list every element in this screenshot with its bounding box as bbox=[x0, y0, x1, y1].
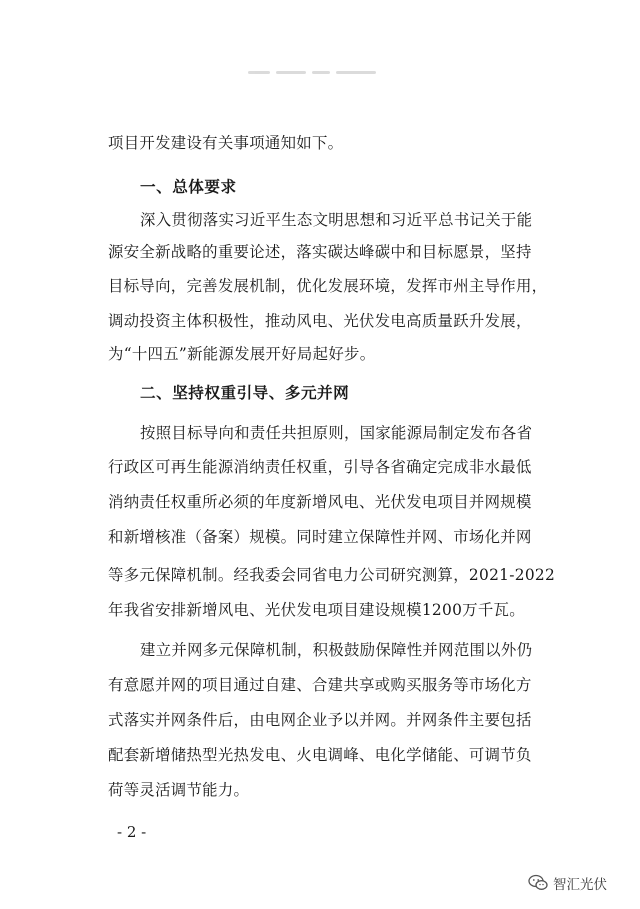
paragraph-line: 调动投资主体积极性，推动风电、光伏发电高质量跃升发展， bbox=[108, 312, 532, 330]
page-number: - 2 - bbox=[117, 823, 147, 841]
paragraph-line: 项目开发建设有关事项通知如下。 bbox=[108, 134, 344, 152]
paragraph-line: 行政区可再生能源消纳责任权重，引导各省确定完成非水最低 bbox=[108, 458, 532, 476]
paragraph-line: 有意愿并网的项目通过自建、合建共享或购买服务等市场化方 bbox=[108, 676, 532, 694]
paragraph-line: 荷等灵活调节能力。 bbox=[108, 781, 250, 799]
paragraph-line: 建立并网多元保障机制，积极鼓励保障性并网范围以外仍 bbox=[140, 641, 533, 659]
paragraph-line: 年我省安排新增风电、光伏发电项目建设规模1200万千瓦。 bbox=[108, 601, 525, 619]
paragraph-line: 和新增核准（备案）规模。同时建立保障性并网、市场化并网 bbox=[108, 528, 532, 546]
section-heading-weight-guidance: 二、坚持权重引导、多元并网 bbox=[140, 384, 350, 402]
paragraph-line: 源安全新战略的重要论述，落实碳达峰碳中和目标愿景，坚持 bbox=[108, 243, 532, 261]
paragraph-line: 消纳责任权重所必须的年度新增风电、光伏发电项目并网规模 bbox=[108, 493, 532, 511]
paragraph-line: 目标导向，完善发展机制，优化发展环境，发挥市州主导作用， bbox=[108, 277, 548, 295]
paragraph-line: 等多元保障机制。经我委会同省电力公司研究测算，2021-2022 bbox=[108, 566, 556, 584]
watermark-text: 智汇光伏 bbox=[553, 877, 607, 893]
paragraph-line: 为“十四五”新能源发展开好局起好步。 bbox=[108, 345, 376, 363]
faint-header-bleed bbox=[248, 68, 398, 76]
wechat-icon bbox=[528, 874, 548, 892]
paragraph-line: 式落实并网条件后，由电网企业予以并网。并网条件主要包括 bbox=[108, 711, 532, 729]
paragraph-line: 深入贯彻落实习近平生态文明思想和习近平总书记关于能 bbox=[140, 211, 533, 229]
paragraph-line: 按照目标导向和责任共担原则，国家能源局制定发布各省 bbox=[140, 424, 533, 442]
paragraph-line: 配套新增储热型光热发电、火电调峰、电化学储能、可调节负 bbox=[108, 746, 532, 764]
account-watermark bbox=[528, 873, 607, 893]
section-heading-general-requirements: 一、总体要求 bbox=[140, 178, 237, 196]
